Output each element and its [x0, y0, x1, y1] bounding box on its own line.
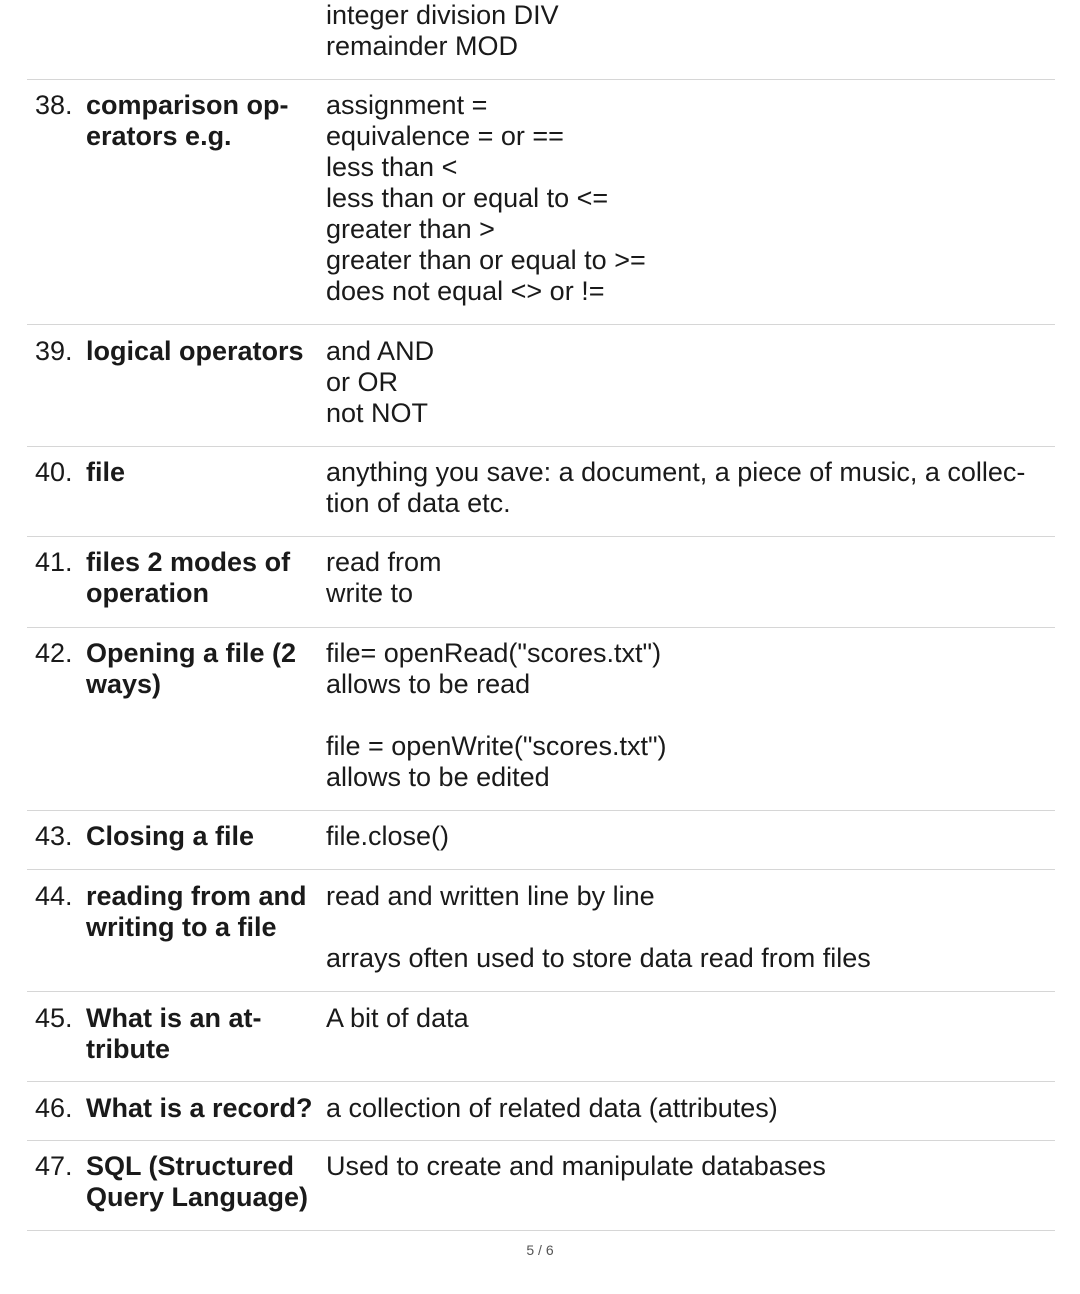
entry-number: 47. — [35, 1151, 73, 1181]
entry-39 — [27, 324, 1055, 428]
entry-term: file — [86, 457, 126, 487]
entry-term: What is an at- tribute — [86, 1003, 262, 1064]
entry-number: 43. — [35, 821, 73, 851]
entry-number: 46. — [35, 1093, 73, 1123]
entry-41 — [27, 536, 1055, 608]
entry-definition: read and written line by line arrays often used to store data read from files — [326, 881, 871, 973]
entry-definition: Used to create and manipulate databases — [326, 1151, 826, 1181]
entry-term: Closing a file — [86, 821, 255, 851]
entry-44 — [27, 869, 1055, 973]
entry-47 — [27, 1140, 1055, 1212]
entry-term: SQL (Structured Query Language) — [86, 1151, 309, 1212]
entry-term: What is a record? — [86, 1093, 313, 1123]
entry-number: 42. — [35, 638, 73, 668]
entry-definition: A bit of data — [326, 1003, 469, 1033]
entry-term: reading from and writing to a file — [86, 881, 307, 942]
entry-definition: a collection of related data (attributes) — [326, 1093, 778, 1123]
definition-line: remainder MOD — [326, 31, 519, 61]
entry-term: files 2 modes of operation — [86, 547, 291, 608]
entry-definition: anything you save: a document, a piece of music, a collec- tion of data etc. — [326, 457, 1026, 518]
entry-definition: file.close() — [326, 821, 450, 851]
entry-number: 44. — [35, 881, 73, 911]
entry-term: logical operators — [86, 336, 304, 366]
entry-38 — [27, 79, 1055, 306]
entry-46 — [27, 1081, 1055, 1123]
entry-number: 45. — [35, 1003, 73, 1033]
definition-line: integer division DIV — [326, 0, 559, 30]
entry-number: 40. — [35, 457, 73, 487]
entry-term: comparison op- erators e.g. — [86, 90, 289, 151]
entry-definition: and AND or OR not NOT — [326, 336, 435, 428]
entry-number: 39. — [35, 336, 73, 366]
entry-43 — [27, 810, 1055, 851]
continued-definition — [326, 0, 559, 62]
entry-45 — [27, 991, 1055, 1064]
entry-term: Opening a file (2 ways) — [86, 638, 297, 699]
entry-definition: assignment = equivalence = or == less than < less than or equal to <= greater than > greater than or equal to >= does not equal <> or != — [326, 90, 646, 306]
entry-definition: file= openRead("scores.txt") allows to be read file = openWrite("scores.txt") allows to be edited — [326, 638, 667, 792]
entry-42 — [27, 627, 1055, 792]
page-number: 5 / 6 — [526, 1242, 554, 1258]
entry-definition: read from write to — [326, 547, 442, 608]
entry-number: 41. — [35, 547, 73, 577]
entry-40 — [27, 446, 1055, 518]
entry-number: 38. — [35, 90, 73, 120]
bottom-divider — [27, 1230, 1055, 1231]
